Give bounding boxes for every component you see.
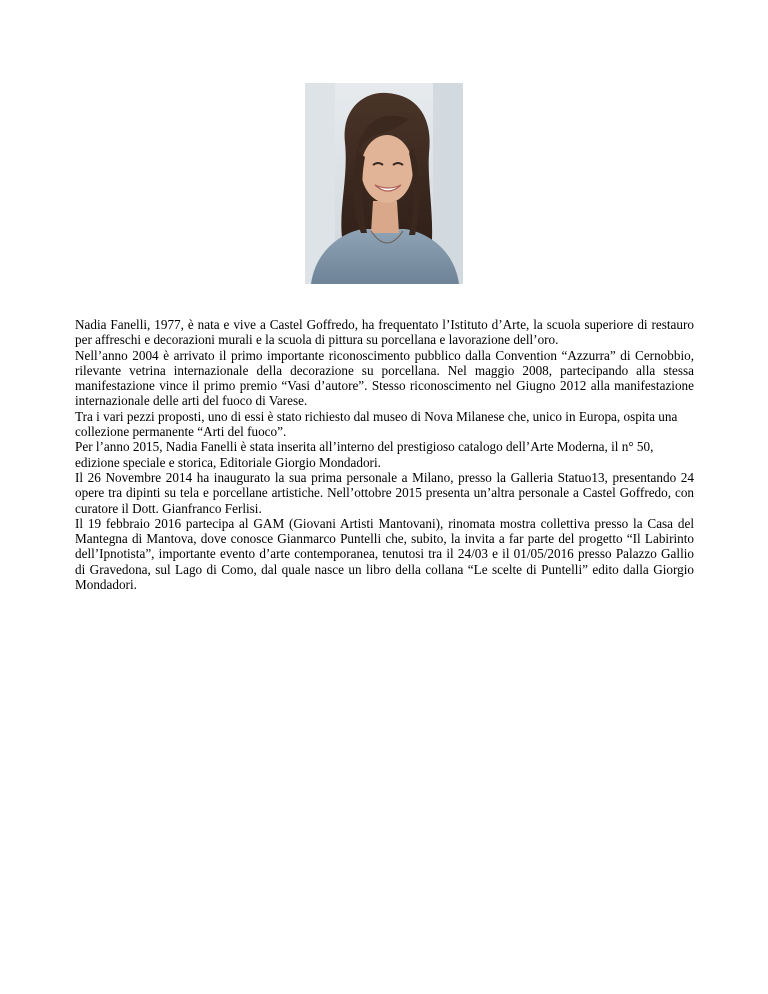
portrait-photo (305, 83, 463, 284)
portrait-image (305, 83, 463, 284)
bio-paragraph-awards: Nell’anno 2004 è arrivato il primo importante riconoscimento pubblico dalla Convention “Azzurra” di Cernobbio, rilevante vetrina internazionale della decorazione su porcellana. Nel maggio 2008, partecipando alla stessa manifestazione vince il primo premio “Vasi d’autore”. Stesso riconoscimento nel Giugno 2012 alla manifestazione internazionale delle arti del fuoco di Varese. (75, 347, 694, 409)
bio-paragraph-museum: Tra i vari pezzi proposti, uno di essi è stato richiesto dal museo di Nova Milanese che, unico in Europa, ospita una collezione permanente “Arti del fuoco”. (75, 408, 678, 440)
bio-paragraph-education: Nadia Fanelli, 1977, è nata e vive a Castel Goffredo, ha frequentato l’Istituto d’Arte, la scuola superiore di restauro per affreschi e decorazioni murali e la scuola di pittura su porcellana e lavorazione dell’oro. (75, 317, 694, 348)
bio-paragraph-gam: Il 19 febbraio 2016 partecipa al GAM (Giovani Artisti Mantovani), rinomata mostra collettiva presso la Casa del Mantegna di Mantova, dove conosce Gianmarco Puntelli che, subito, la invita a far parte del progetto “Il Labirinto dell’Ipnotista”, importante evento d’arte contemporanea, tenutosi tra il 24/03 e il 01/05/2016 presso Palazzo Gallio di Gravedona, sul Lago di Como, dal quale nasce un libro della collana “Le scelte di Puntelli” edito dalla Giorgio Mondadori. (75, 515, 694, 593)
biography-text (75, 317, 694, 592)
bio-paragraph-exhibitions: Il 26 Novembre 2014 ha inaugurato la sua prima personale a Milano, presso la Galleria Statuo13, presentando 24 opere tra dipinti su tela e porcellane artistiche. Nell’ottobre 2015 presenta un’altra personale a Castel Goffredo, con curatore il Dott. Gianfranco Ferlisi. (75, 469, 694, 516)
bio-paragraph-catalog: Per l’anno 2015, Nadia Fanelli è stata inserita all’interno del prestigioso catalogo dell’Arte Moderna, il n° 50, edizione speciale e storica, Editoriale Giorgio Mondadori. (75, 439, 654, 470)
